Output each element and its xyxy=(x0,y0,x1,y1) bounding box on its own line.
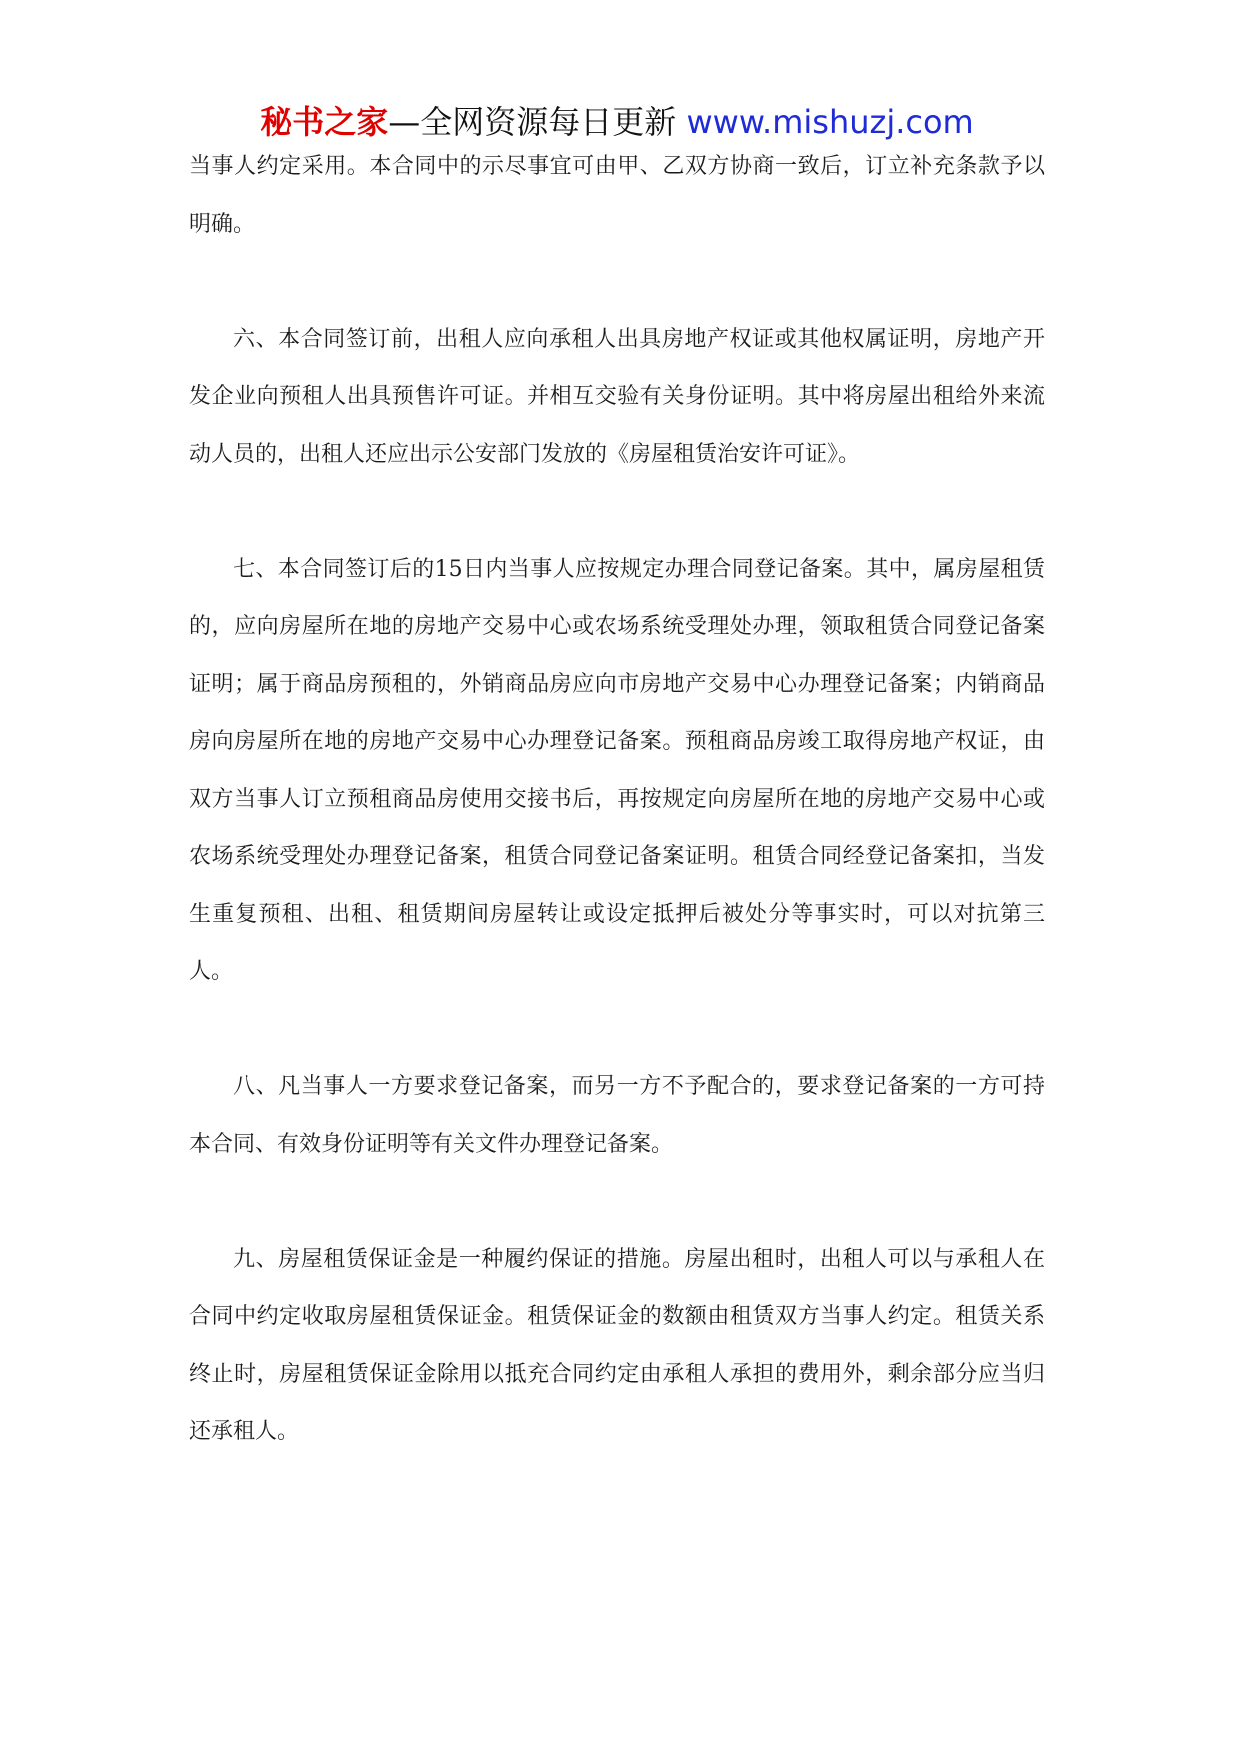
website-url[interactable]: www.mishuzj.com xyxy=(686,103,974,141)
brand-name: 秘书之家 xyxy=(260,103,389,141)
header-tagline: —全网资源每日更新 xyxy=(388,103,677,141)
paragraph-clause-7: 七、本合同签订后的15日内当事人应按规定办理合同登记备案。其中，属房屋租赁的，应向房屋所在地的房地产交易中心或农场系统受理处办理，领取租赁合同登记备案证明；属于商品房预租的，外销商品房应向市房地产交易中心办理登记备案；内销商品房向房屋所在地的房地产交易中心办理登记备案。预租商品房竣工取得房地产权证，由双方当事人订立预租商品房使用交接书后，再按规定向房屋所在地的房地产交易中心或农场系统受理处办理登记备案，租赁合同登记备案证明。租赁合同经登记备案扣，当发生重复预租、出租、租赁期间房屋转让或设定抵押后被处分等事实时，可以对抗第三人。 xyxy=(189,556,1045,984)
paragraph-clause-9: 九、房屋租赁保证金是一种履约保证的措施。房屋出租时，出租人可以与承租人在合同中约定收取房屋租赁保证金。租赁保证金的数额由租赁双方当事人约定。租赁关系终止时，房屋租赁保证金除用以抵充合同约定由承租人承担的费用外，剩余部分应当归还承租人。 xyxy=(189,1246,1045,1444)
paragraph-clause-6: 六、本合同签订前，出租人应向承租人出具房地产权证或其他权属证明，房地产开发企业向预租人出具预售许可证。并相互交验有关身份证明。其中将房屋出租给外来流动人员的，出租人还应出示公安部门发放的《房屋租赁治安许可证》。 xyxy=(189,326,1045,467)
paragraph-clause-8: 八、凡当事人一方要求登记备案，而另一方不予配合的，要求登记备案的一方可持本合同、有效身份证明等有关文件办理登记备案。 xyxy=(189,1074,1045,1157)
document-body xyxy=(189,138,1045,1518)
paragraph-continuation: 当事人约定采用。本合同中的示尽事宜可由甲、乙双方协商一致后，订立补充条款予以明确。 xyxy=(189,154,1045,237)
page-header xyxy=(0,102,1234,142)
